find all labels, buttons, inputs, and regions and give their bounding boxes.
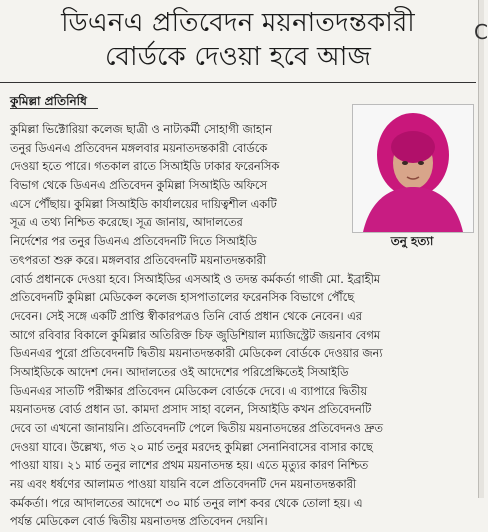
body-line: দেওয়া হতে পারে। গতকাল রাতে সিআইডি ঢাকার ফরেনসিক <box>10 160 280 174</box>
body-line: ময়নাতদন্ত বোর্ড প্রধান ডা. কামদা প্রসাদ সাহা বলেন, সিআইডি কখন প্রতিবেদনটি <box>10 403 372 417</box>
body-line: বোর্ড প্রধানকে দেওয়া হবে। সিআইডির এসআই ও তদন্ত কর্মকর্তা গাজী মো. ইব্রাহীম <box>10 272 381 286</box>
body-line: দেবে তা এখনো জানায়নি। প্রতিবেদনটি পেলে দ্বিতীয় ময়নাতদন্তের প্রতিবেদনও দ্রুত <box>10 422 383 435</box>
body-line: ডিএনএর সাতটি পরীক্ষার প্রতিবেদন মেডিকেল বোর্ডকে দেবে। এ ব্যাপারে দ্বিতীয় <box>10 384 368 398</box>
photo-caption: তনু হত্যা <box>390 234 434 248</box>
body-line: এসে পৌঁছায়। কুমিল্লা সিআইডি কার্যালয়ের দায়িত্বশীল একটি <box>10 197 277 211</box>
body-line: কর্মকর্তা। পরে আদালতের আদেশে ৩০ মার্চ তনুর লাশ কবর থেকে তোলা হয়। এ <box>10 496 363 510</box>
headline-line-2: বোর্ডকে দেওয়া হবে আজ <box>104 42 372 72</box>
body-line: বিভাগ থেকে ডিএনএ প্রতিবেদন কুমিল্লা সিআইডি অফিসে <box>10 179 267 193</box>
body-line: প্রতিবেদনটি কুমিল্লা মেডিকেল কলেজ হাসপাতালের ফরেনসিক বিভাগে পৌঁছে <box>10 291 355 305</box>
body-line: পর্যন্ত মেডিকেল বোর্ড দ্বিতীয় ময়নাতদন্ত প্রতিবেদন দেয়নি। <box>10 515 268 529</box>
body-line: তৎপরতা শুরু করে। মঙ্গলবার প্রতিবেদনটি ময়নাতদন্তকারী <box>10 253 266 267</box>
body-line: পাওয়া যায়। ২১ মার্চ তনুর লাশের প্রথম ময়নাতদন্ত হয়। এতে মৃত্যুর কারণ নিশ্চিত <box>10 459 369 473</box>
body-line: নয় এবং ধর্ষণের আলামত পাওয়া যায়নি বলে প্রতিবেদনটি দেন ময়নাতদন্তকারী <box>10 478 357 492</box>
body-line: কুমিল্লা ভিক্টোরিয়া কলেজ ছাত্রী ও নাট্যকর্মী সোহাগী জাহান <box>10 123 272 136</box>
body-line: সূত্র এ তথ্য নিশ্চিত করেছে। সূত্র জানায়, আদালতের <box>10 216 243 230</box>
body-line: ডিএনএর পুরো প্রতিবেদনটি দ্বিতীয় ময়নাতদন্তকারী মেডিকেল বোর্ডকে দেওয়ার জন্য <box>10 347 383 361</box>
adjacent-column-glyph: C <box>474 20 488 44</box>
body-line: তনুর ডিএনএ প্রতিবেদন মঙ্গলবার ময়নাতদন্তকারী বোর্ডকে <box>10 141 268 155</box>
adjacent-column-edge <box>478 0 484 498</box>
headline-line-1: ডিএনএ প্রতিবেদন ময়নাতদন্তকারী <box>61 8 415 38</box>
body-line: সিআইডিকে আদেশ দেন। আদালতের ওই আদেশের পরিপ্রেক্ষিতেই সিআইডি <box>10 365 349 379</box>
body-line: দেওয়া যাবে। উল্লেখ্য, গত ২০ মার্চ তনুর মরদেহ কুমিল্লা সেনানিবাসের বাসার কাছে <box>10 440 373 454</box>
headline <box>0 6 476 74</box>
body-line: নির্দেশের পর তনুর ডিএনএ প্রতিবেদনটি দিতে সিআইডি <box>10 235 257 249</box>
body-line: আগে রবিবার বিকালে কুমিল্লার অতিরিক্ত চিফ জুডিশিয়াল ম্যাজিস্ট্রেট জয়নাব বেগম <box>10 328 380 342</box>
byline-underline <box>10 108 98 109</box>
headline-divider <box>0 82 476 83</box>
byline: কুমিল্লা প্রতিনিধি <box>10 94 87 108</box>
body-line: দেবেন। সেই সঙ্গে একটি প্রাপ্তি স্বীকারপত্রও তিনি বোর্ড প্রধান থেকে নেবেন। এর <box>10 309 362 323</box>
article-body <box>10 121 472 532</box>
